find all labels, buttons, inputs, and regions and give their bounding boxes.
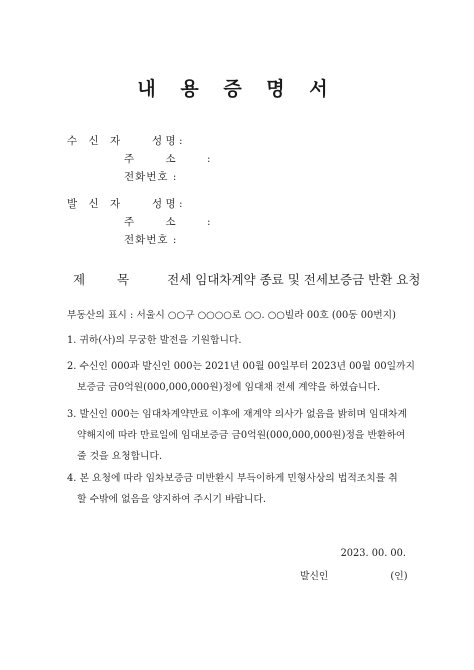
sender-name-label: 성 명 : bbox=[152, 198, 183, 210]
document-title: 내 용 증 명 서 bbox=[137, 78, 337, 100]
paragraph-line: 할 수밖에 없음을 양지하여 주시기 바랍니다. bbox=[77, 494, 267, 505]
signature-line bbox=[300, 568, 408, 582]
paragraph-line: 1. 귀하(사)의 무궁한 발전을 기원합니다. bbox=[67, 335, 242, 346]
paragraph-line: 줄 것을 요청합니다. bbox=[77, 451, 163, 462]
paragraph-line: 3. 발신인 000는 임대차계약만료 이후에 재계약 의사가 없음을 밝히며 임대차계 bbox=[67, 409, 407, 420]
paragraph-4 bbox=[67, 468, 411, 510]
sender-phone-label: 전화번호 : bbox=[124, 234, 178, 246]
recipient-phone-label: 전화번호 : bbox=[124, 171, 178, 183]
document-date: 2023. 00. 00. bbox=[340, 548, 406, 559]
sender-address-label: 주 소 : bbox=[124, 216, 225, 228]
recipient-label: 수 신 자 bbox=[67, 135, 125, 147]
paragraph-3 bbox=[67, 404, 411, 467]
paragraph-2 bbox=[67, 356, 415, 398]
property-description: 부동산의 표시 : 서울시 ○○구 ○○○○로 ○○. ○○빌라 00호 (00동 00번지) bbox=[67, 310, 396, 321]
paragraph-line: 2. 수신인 000과 발신인 000는 2021년 00월 00일부터 2023년 00월 00일까지 bbox=[67, 361, 415, 372]
sender-label: 발 신 자 bbox=[67, 198, 125, 210]
paragraph-1 bbox=[67, 330, 411, 351]
subject-label: 제 목 bbox=[73, 272, 144, 287]
recipient-name-label: 성 명 : bbox=[152, 135, 183, 147]
signature-label: 발신인 bbox=[300, 571, 329, 582]
subject-text: 전세 임대차계약 종료 및 전세보증금 반환 요청 bbox=[167, 272, 421, 287]
seal-mark: (인) bbox=[390, 571, 408, 582]
paragraph-line: 보증금 금0억원(000,000,000원)정에 임대채 전세 계약을 하였습니다. bbox=[77, 382, 381, 393]
paragraph-line: 약해지에 따라 만료일에 임대보증금 금0억원(000,000,000원)정을 반환하여 bbox=[77, 430, 406, 441]
subject-row bbox=[73, 270, 420, 288]
paragraph-line: 4. 본 요청에 따라 임차보증금 미반환시 부득이하게 민형사상의 법적조치를 취 bbox=[67, 473, 398, 484]
recipient-address-label: 주 소 : bbox=[124, 153, 225, 165]
